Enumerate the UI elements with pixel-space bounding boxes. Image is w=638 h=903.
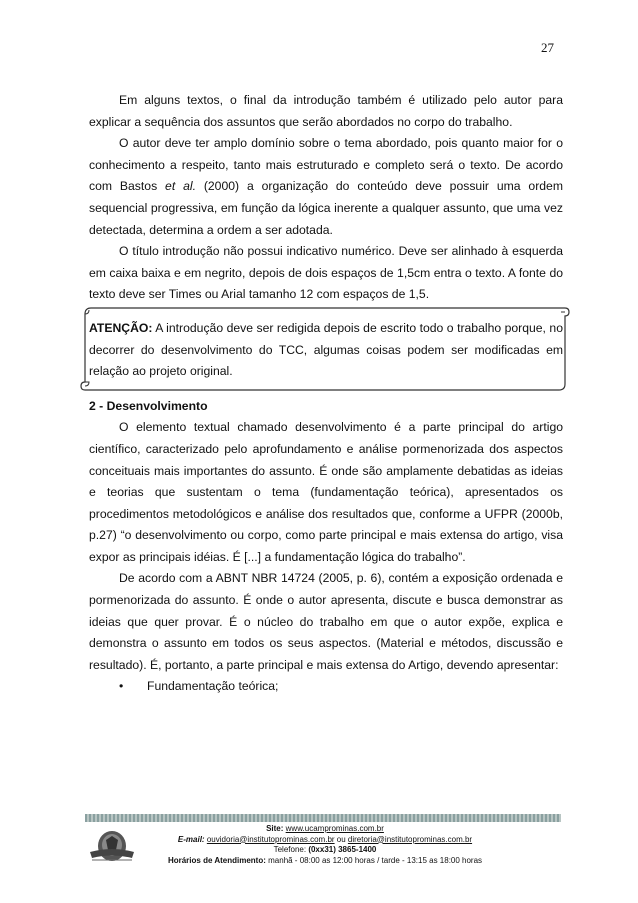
email-link-diretoria[interactable]: diretoria@institutoprominas.com.br bbox=[347, 834, 473, 844]
paragraph: De acordo com a ABNT NBR 14724 (2005, p. 6), contém a exposição ordenada e pormenorizada do assunto. É onde o autor apresenta, discute e busca demonstrar as ideias que quer provar. É o núcleo do trabalho em que o autor expõe, explica e demonstra o assunto em todos os seus aspectos. (Material e métodos, discussão e resultado). É, portanto, a parte principal e mais extensa do Artigo, devendo apresentar: bbox=[89, 571, 563, 672]
list-item bbox=[119, 676, 563, 698]
paragraph: O título introdução não possui indicativo numérico. Deve ser alinhado à esquerda em caixa baixa e em negrito, depois de dois espaços de 1,5cm entra o texto. A fonte do texto deve ser Times ou Arial tamanho 12 com espaços de 1,5. bbox=[89, 244, 563, 302]
list-item-text: Fundamentação teórica; bbox=[147, 679, 279, 694]
section-title: 2 - Desenvolvimento bbox=[89, 398, 208, 413]
paragraph: Em alguns textos, o final da introdução também é utilizado pelo autor para explicar a sequência dos assuntos que serão abordados no corpo do trabalho. bbox=[89, 93, 563, 129]
footer-hours-line bbox=[80, 856, 570, 867]
phone-label: Telefone: bbox=[273, 845, 307, 854]
note-text bbox=[89, 318, 563, 383]
email-link-ouvidoria[interactable]: ouvidoria@institutoprominas.com.br bbox=[206, 834, 335, 844]
footer-site-line bbox=[80, 824, 570, 835]
paragraph-text: O autor deve ter amplo domínio sobre o tema abordado, pois quanto maior for o conhecimento a respeito, tanto mais estruturado e completo será o texto. De acordo com Bastos bbox=[89, 136, 563, 194]
bullet-icon: • bbox=[119, 679, 124, 694]
page-number: 27 bbox=[541, 40, 554, 55]
document-body bbox=[89, 90, 563, 698]
note-body: A introdução deve ser redigida depois de escrito todo o trabalho porque, no decorrer do desenvolvimento do TCC, algumas coisas podem ser modificadas em relação ao projeto original. bbox=[89, 320, 563, 379]
attention-note bbox=[89, 318, 563, 383]
hours-text: manhã - 08:00 as 12:00 horas / tarde - 13:15 as 18:00 horas bbox=[268, 855, 483, 865]
paragraph: O elemento textual chamado desenvolvimento é a parte principal do artigo científico, caracterizado pelo aprofundamento e análise pormenorizada dos aspectos conceituais mais importantes do assunto. É onde são amplamente debatidas as ideias e teorias que sustentam o tema (fundamentação teórica), apresentados os procedimentos metodológicos e análise dos resultados que, conforme a UFPR (2000b, p.27) “o desenvolvimento ou corpo, como parte principal e mais extensa do artigo, visa expor as principais idéias. É [...] a fundamentação lógica do trabalho”. bbox=[89, 420, 563, 564]
email-label: E-mail: bbox=[177, 834, 205, 844]
email-separator: ou bbox=[334, 834, 348, 844]
citation-italic: et al. bbox=[165, 179, 196, 194]
footer-phone-line bbox=[80, 845, 570, 856]
note-label: ATENÇÃO: bbox=[89, 320, 153, 335]
phone-number: (0xx31) 3865-1400 bbox=[308, 845, 377, 854]
paragraph-text: (2000) a organização do conteúdo deve possuir uma ordem sequencial progressiva, em função da lógica inerente a qualquer assunto, que uma vez detectada, determina a ordem a ser adotada. bbox=[89, 179, 563, 237]
site-label: Site: bbox=[266, 824, 284, 833]
footer bbox=[80, 824, 570, 866]
hours-label: Horários de Atendimento: bbox=[167, 855, 266, 865]
site-link[interactable]: www.ucamprominas.com.br bbox=[285, 824, 384, 833]
footer-email-line bbox=[80, 835, 570, 846]
footer-divider bbox=[85, 814, 561, 822]
paragraph bbox=[89, 133, 563, 241]
